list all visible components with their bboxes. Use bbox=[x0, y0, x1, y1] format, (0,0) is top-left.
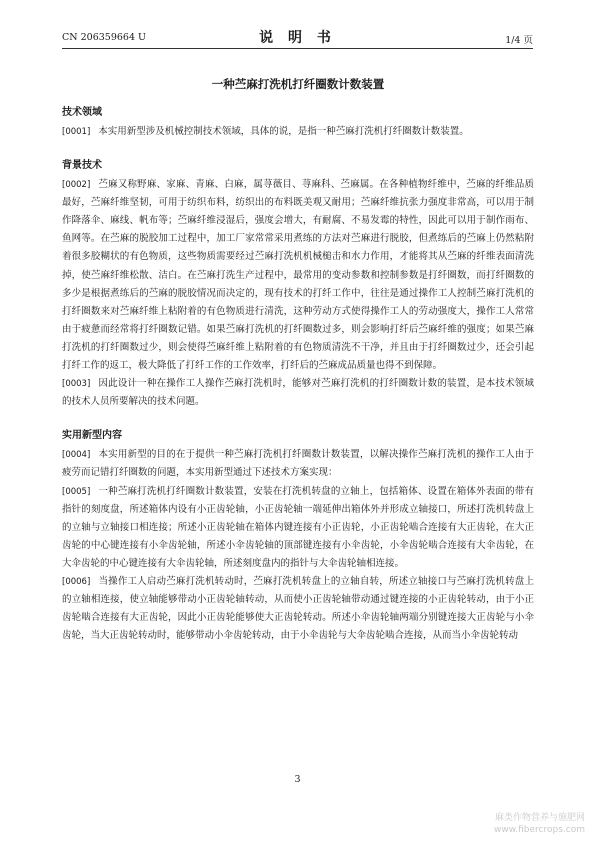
paragraph-0004 bbox=[62, 446, 534, 482]
paragraph-number: [0006] bbox=[62, 576, 91, 587]
paragraph-text: 本实用新型的目的在于提供一种苎麻打洗机打纤圈数计数装置，以解决操作苎麻打洗机的操作工人由于疲劳而记错打纤圈数的问题，本实用新型通过下述技术方案实现： bbox=[62, 449, 534, 479]
watermark-url: www.fibercrops.com bbox=[494, 825, 585, 835]
paragraph-number: [0005] bbox=[62, 486, 91, 497]
paragraph-number: [0002] bbox=[62, 180, 91, 191]
paragraph-0006 bbox=[62, 573, 534, 645]
paragraph-0001 bbox=[62, 123, 534, 141]
paragraph-number: [0004] bbox=[62, 450, 91, 461]
header-rule bbox=[62, 48, 533, 49]
paragraph-0003 bbox=[62, 375, 534, 411]
section-heading-background: 背景技术 bbox=[62, 160, 102, 172]
paragraph-number: [0001] bbox=[62, 127, 91, 137]
paragraph-text: 因此设计一种在操作工人操作苎麻打洗机时，能够对苎麻打洗机的打纤圈数计数的装置，是本技术领域的技术人员所要解决的技术问题。 bbox=[62, 378, 534, 408]
paragraph-text: 苎麻又称野麻、家麻、青麻、白麻，属荨薇目、荨麻科、苎麻属。在各种植物纤维中，苎麻的纤维品质最好，苎麻纤维坚韧，可用于纺织布料，纺织出的布料既美观又耐用；苎麻纤维抗张力强度非常高，可以用于制作降落伞、麻线、帆布等；苎麻纤维浸湿后，强度会增大，有耐腐、不易发霉的特性，因此可以用于制作雨布、鱼网等。在苎麻的脱胶加工过程中，加工厂家常常采用煮练的方法对苎麻进行脱胶，但煮练后的苎麻上仍然粘附着很多胶糊状的有色物质，这些物质需要经过苎麻打洗机机械槌击和水力作用，才能将其从苎麻的纤维表面清洗掉，使苎麻纤维松散、洁白。在苎麻打洗生产过程中，最常用的变动参数和控制参数是打纤圈数，而打纤圈数的多少是根据煮练后的苎麻的脱胶情况而决定的，现有技术的打纤工作中，往往是通过操作工人控制苎麻打洗机的打纤圈数来对苎麻纤维上粘附着的有色物质进行清洗，这种劳动方式使得操作工人的劳动强度大，操作工人常常由于疲惫而经常将打纤圈数记错。如果苎麻打洗机的打纤圈数过多，则会影响打纤后苎麻纤维的强度；如果苎麻打洗机的打纤圈数过少，则会使得苎麻纤维上粘附着的有色物质清洗不干净，并且由于打纤圈数过少，还会引起打纤工作的返工，极大降低了打纤工作的工作效率，打纤后的苎麻成品质量也得不到保障。 bbox=[62, 179, 534, 372]
patent-number: CN 206359664 U bbox=[62, 32, 147, 43]
paragraph-0002 bbox=[62, 176, 534, 375]
paragraph-text: 本实用新型涉及机械控制技术领域，具体的说，是指一种苎麻打洗机打纤圈数计数装置。 bbox=[98, 126, 469, 137]
document-body bbox=[62, 60, 534, 645]
page-number: 3 bbox=[294, 774, 301, 785]
watermark bbox=[494, 812, 585, 836]
document-title: 一种苎麻打洗机打纤圈数计数装置 bbox=[211, 77, 385, 91]
paragraph-text: 一种苎麻打洗机打纤圈数计数装置，安装在打洗机转盘的立轴上，包括箱体、设置在箱体外表面的带有指针的刻度盘，所述箱体内设有小正齿轮轴，小正齿轮轴一端延伸出箱体外并形成立轴接口，所述打洗机转盘上的立轴与立轴接口相连接；所述小正齿轮轴在箱体内键连接有小正齿轮，小正齿轮啮合连接有大正齿轮，在大正齿轮的中心键连接有小伞齿轮轴，所述小伞齿轮轴的顶部键连接有小伞齿轮，小伞齿轮啮合连接有大伞齿轮，在大伞齿轮的中心键连接有大伞齿轮轴，所述刻度盘内的指针与大伞齿轮轴相连接。 bbox=[62, 485, 534, 569]
page-indicator: 1/4 页 bbox=[505, 35, 533, 46]
section-heading-technical-field: 技术领域 bbox=[62, 107, 102, 118]
paragraph-number: [0003] bbox=[62, 379, 91, 390]
paragraph-text: 当操作工人启动苎麻打洗机转动时，苎麻打洗机转盘上的立轴自转，所述立轴接口与苎麻打洗机转盘上的立轴相连接，使立轴能够带动小正齿轮轴转动，从而使小正齿轮轴带动通过键连接的小正齿轮转动，由于小正齿轮啮合连接有大正齿轮，因此小正齿轮能够使大正齿轮转动。所述小伞齿轮轴两端分别键连接大正齿轮与小伞齿轮，当大正齿轮转动时，能够带动小伞齿轮转动，由于小伞齿轮与大伞齿轮啮合连接，从而当小伞齿轮转动 bbox=[62, 575, 534, 642]
paragraph-0005 bbox=[62, 483, 534, 573]
section-heading-summary: 实用新型内容 bbox=[62, 430, 122, 442]
section-title: 说 明 书 bbox=[259, 30, 336, 46]
watermark-site-name: 麻类作物营养与施肥网 bbox=[494, 813, 585, 823]
